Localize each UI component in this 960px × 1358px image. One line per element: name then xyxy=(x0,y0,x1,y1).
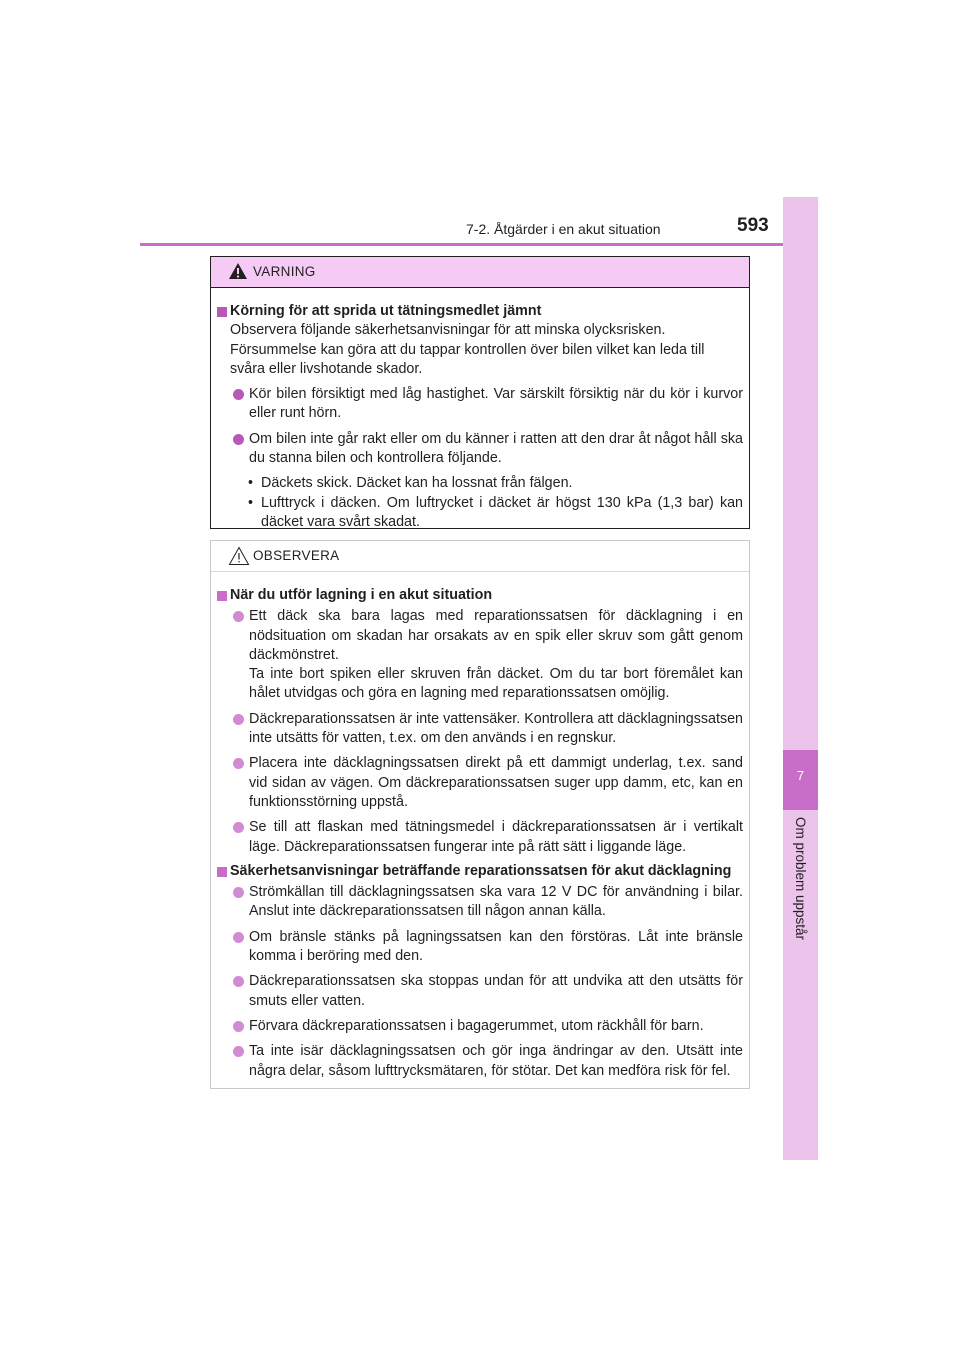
round-bullet-icon xyxy=(233,1046,244,1057)
warning-sub-item: • Lufttryck i däcken. Om luftrycket i däcket är högst 130 kPa (1,3 bar) kan däcket vara svårt skadat. xyxy=(248,494,743,530)
warning-triangle-icon xyxy=(228,262,248,280)
round-bullet-icon xyxy=(233,714,244,725)
warning-body xyxy=(211,288,749,532)
round-bullet-icon xyxy=(233,389,244,400)
notice-bullet: Däckreparationssatsen är inte vattensäker. Kontrollera att däcklagningssatsen inte utsätts för vatten, t.ex. om den används i en regnskur. xyxy=(217,710,743,749)
warning-bullet: Om bilen inte går rakt eller om du känner i ratten att den drar åt något håll ska du stanna bilen och kontrollera följande. xyxy=(217,430,743,469)
warning-header xyxy=(211,257,749,288)
notice-bullet: Förvara däckreparationssatsen i bagagerummet, utom räckhåll för barn. xyxy=(217,1017,743,1036)
header-divider xyxy=(140,243,818,246)
round-bullet-icon xyxy=(233,434,244,445)
page-number: 593 xyxy=(737,215,769,236)
warning-sub-item: • Däckets skick. Däcket kan ha lossnat från fälgen. xyxy=(248,475,573,492)
notice-label: OBSERVERA xyxy=(253,548,340,563)
square-bullet-icon xyxy=(217,867,227,877)
chapter-number: 7 xyxy=(796,768,805,783)
round-bullet-icon xyxy=(233,976,244,987)
warning-intro: Observera följande säkerhetsanvisningar för att minska olycksrisken. Försummelse kan göra att du tappar kontrollen över bilen vilket kan leda till svåra eller livshotande skador. xyxy=(230,322,705,377)
notice-bullet: Se till att flaskan med tätningsmedel i däckreparationssatsen är i vertikalt läge. Däckreparationssatsen fungerar inte på rätt sätt i liggande läge. xyxy=(217,818,743,857)
round-bullet-icon xyxy=(233,932,244,943)
notice-bullet: Strömkällan till däcklagningssatsen ska vara 12 V DC för användning i bilar. Anslut inte däckreparationssatsen till någon annan källa. xyxy=(217,883,743,922)
round-bullet-icon xyxy=(233,758,244,769)
warning-bullet: Kör bilen försiktigt med låg hastighet. Var särskilt försiktig när du kör i kurvor eller runt hörn. xyxy=(217,385,743,424)
square-bullet-icon xyxy=(217,591,227,601)
round-bullet-icon xyxy=(233,822,244,833)
chapter-side-tab xyxy=(783,197,818,1160)
notice-header xyxy=(211,541,749,572)
round-bullet-icon xyxy=(233,1021,244,1032)
caution-triangle-outline-icon xyxy=(228,546,250,566)
warning-box xyxy=(210,256,750,529)
notice-box xyxy=(210,540,750,1089)
warning-heading: Körning för att sprida ut tätningsmedlet jämnt xyxy=(217,302,743,321)
round-bullet-icon xyxy=(233,887,244,898)
notice-bullet: Om bränsle stänks på lagningssatsen kan den förstöras. Låt inte bränsle komma i beröring med den. xyxy=(217,928,743,967)
notice-body xyxy=(211,572,749,1081)
square-bullet-icon xyxy=(217,307,227,317)
warning-label: VARNING xyxy=(253,264,316,279)
notice-bullet: Placera inte däcklagningssatsen direkt på ett dammigt underlag, t.ex. sand vid sidan av vägen. Om däckreparationssatsen suger upp damm, etc, kan en funktionsstörning uppstå. xyxy=(217,754,743,812)
round-bullet-icon xyxy=(233,611,244,622)
notice-heading: När du utför lagning i en akut situation xyxy=(217,586,743,605)
notice-bullet: Däckreparationssatsen ska stoppas undan för att undvika att den utsätts för smuts eller vatten. xyxy=(217,972,743,1011)
chapter-title: Om problem uppstår xyxy=(793,817,808,941)
section-title: 7-2. Åtgärder i en akut situation xyxy=(466,221,661,237)
notice-bullet: Ta inte isär däcklagningssatsen och gör inga ändringar av den. Utsätt inte några delar, såsom lufttrycksmätaren, för stötar. Det kan medföra risk för fel. xyxy=(217,1042,743,1081)
notice-heading: Säkerhetsanvisningar beträffande reparationssatsen för akut däcklagning xyxy=(217,862,743,881)
notice-bullet: Ett däck ska bara lagas med reparationssatsen för däcklagning i en nödsituation om skadan har orsakats av en spik eller skruv som gått genom däckmönstret. Ta inte bort spiken eller skruven från däcket. Om du tar bort föremålet kan hålet utvidgas och göra en lagning med reparationssatsen omöjlig. xyxy=(217,607,743,703)
